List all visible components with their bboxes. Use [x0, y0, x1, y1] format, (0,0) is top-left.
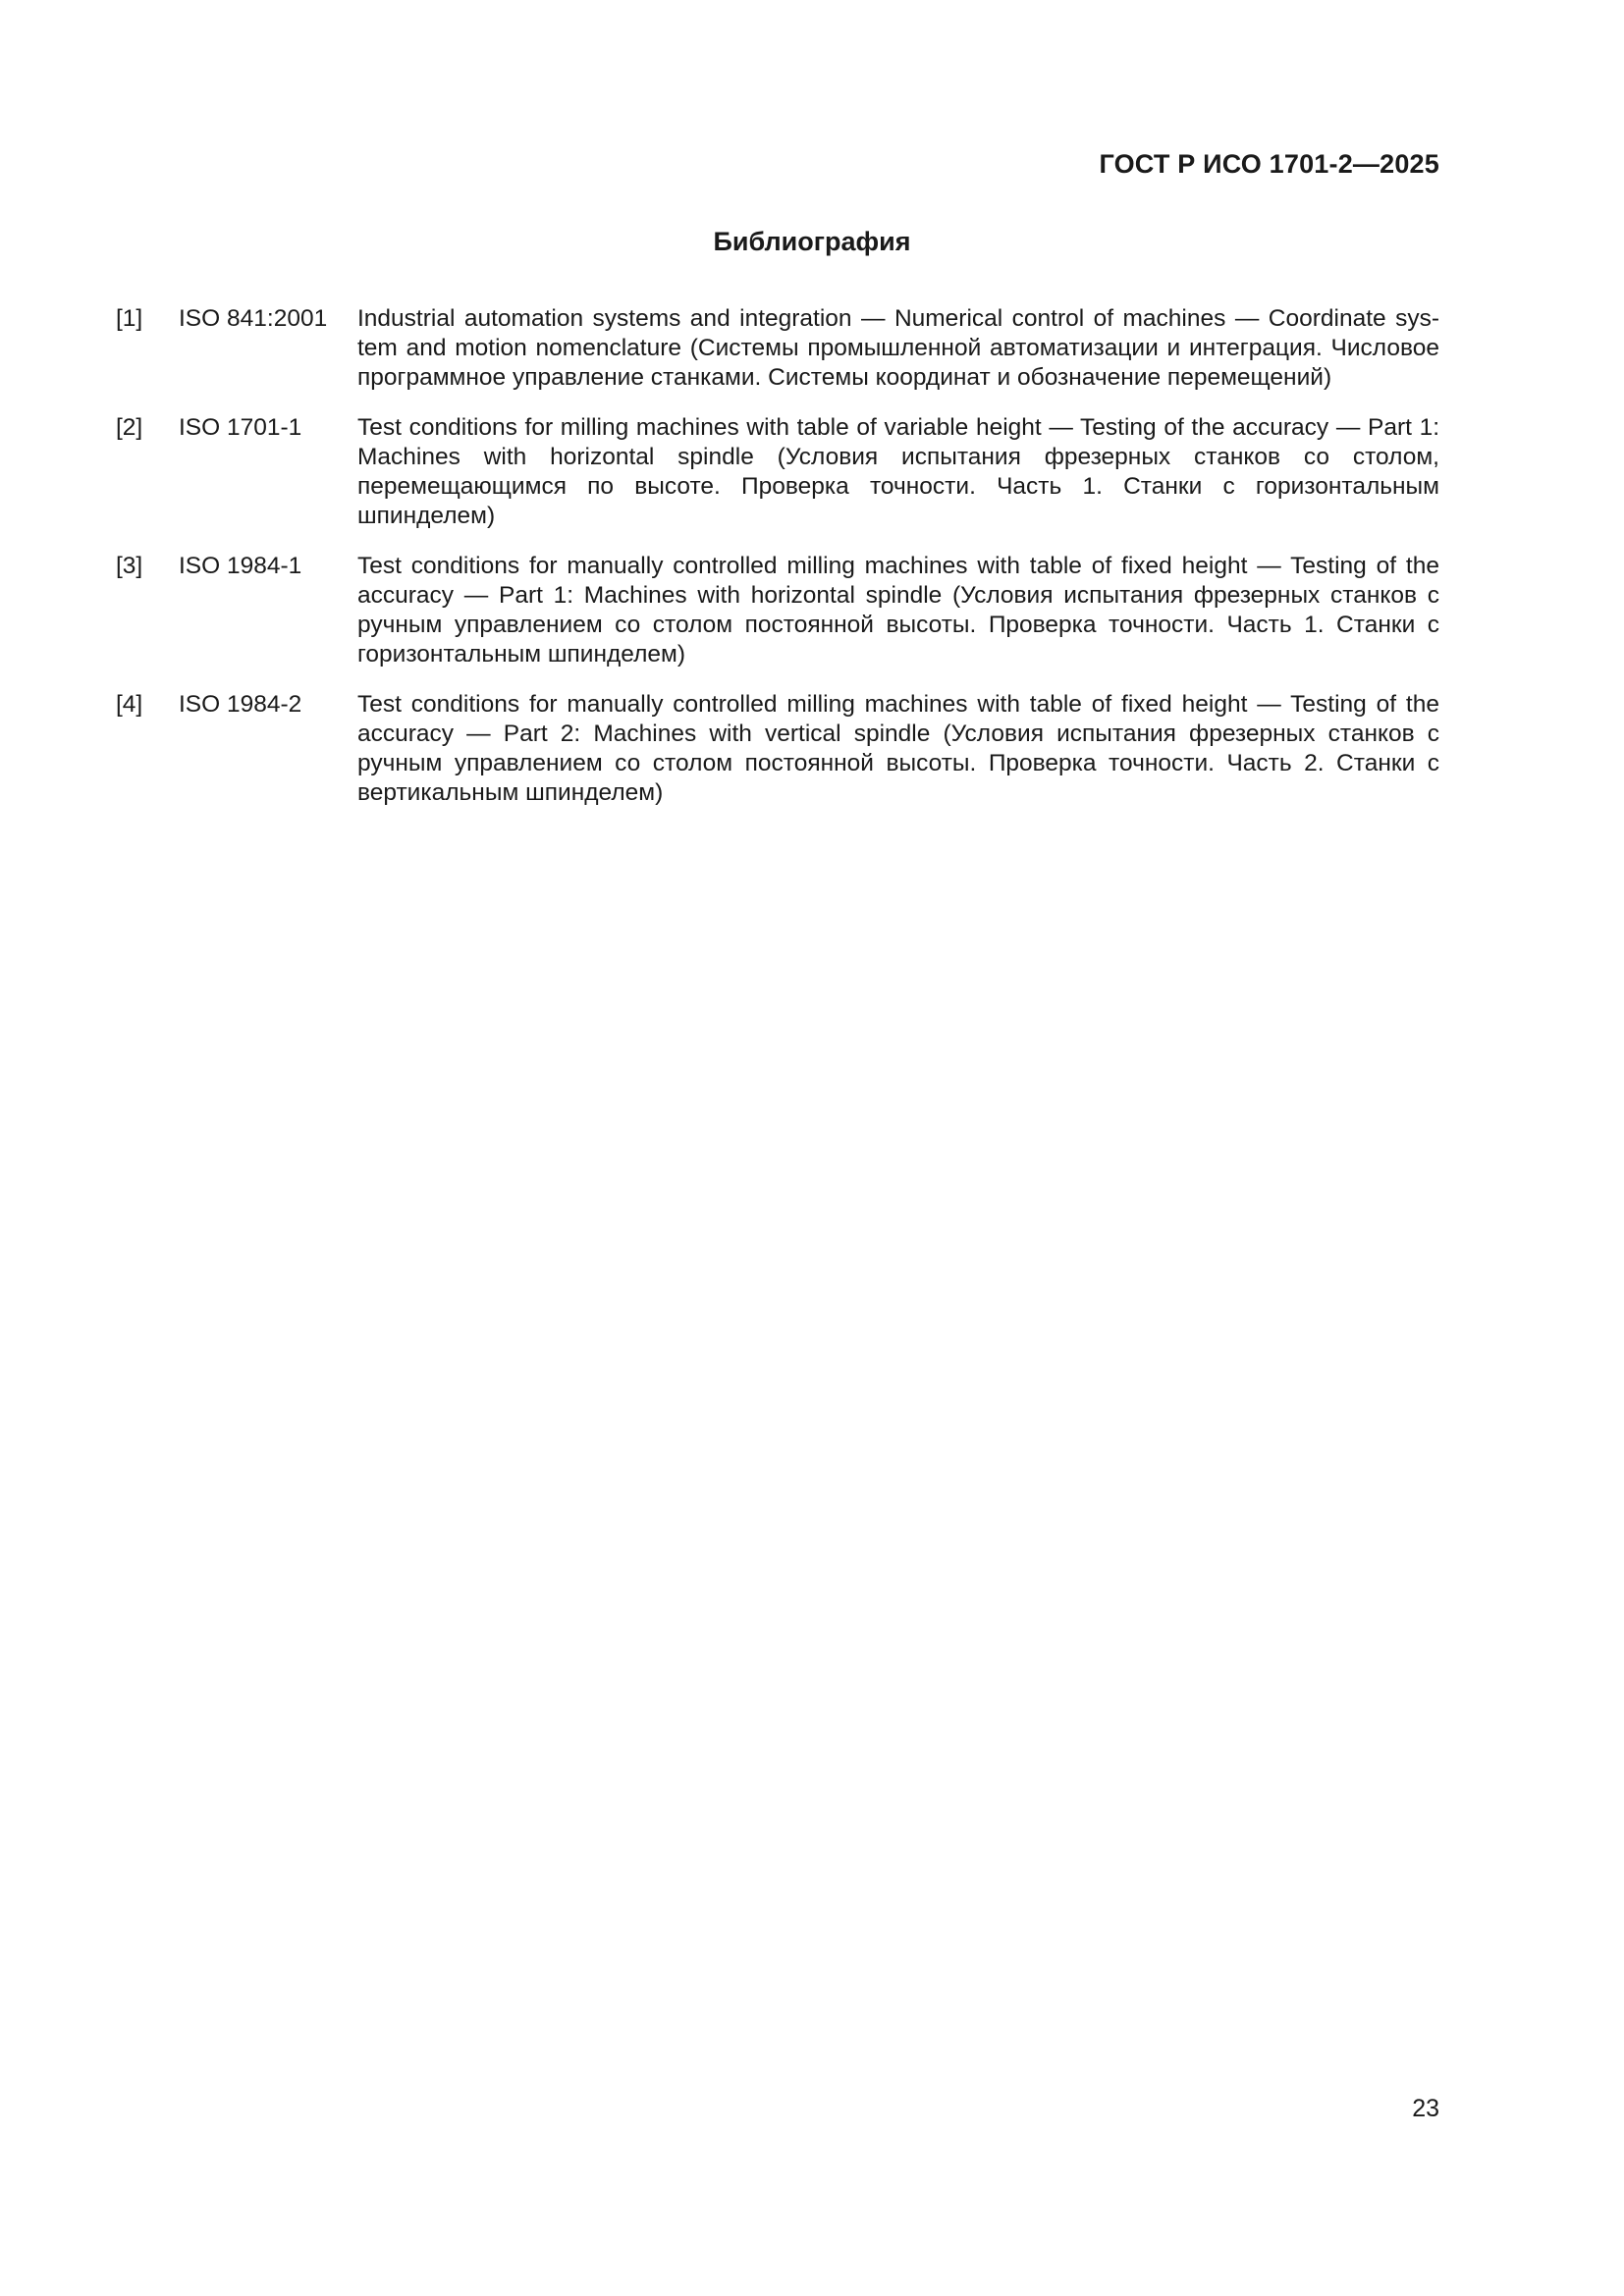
entry-reference: ISO 1701-1 — [179, 414, 302, 441]
entry-title: Test conditions for manually controlled milling machines with table of fixed height — Testing of the accuracy — Part 2: Machines with vertical spindle (Условия испытания фрезерных станков с ручным управлением со столом постоянной высоты. Проверка точности. Часть 2. Станки с вертикальным шпинделем) — [357, 691, 1439, 806]
bibliography-entry-3 — [116, 552, 1439, 669]
page-number: 23 — [1412, 2095, 1439, 2122]
bibliography-entry-2 — [116, 413, 1439, 531]
section-title: Библиография — [713, 227, 911, 256]
entry-title: Test conditions for milling machines with table of variable height — Testing of the accuracy — Part 1: Machines with horizontal spindle (Условия испытания фрезерных станков со столом, перемещающимся по высоте. Проверка точности. Часть 1. Станки с горизонтальным шпинделем) — [357, 414, 1439, 529]
entry-number: [1] — [116, 305, 143, 332]
bibliography-entry-4 — [116, 690, 1439, 808]
entry-title: Industrial automation systems and integration — Numerical control of machines — Coordinate system and motion nomenclature (Системы промышленной автоматизации и интеграция. Числовое программное управление станками. Системы координат и обозначение перемещений) — [357, 305, 1439, 391]
entry-reference: ISO 1984-2 — [179, 691, 302, 718]
bibliography-entry-1 — [116, 304, 1439, 393]
bibliography-list — [116, 304, 1439, 828]
entry-reference: ISO 1984-1 — [179, 553, 302, 579]
document-code: ГОСТ Р ИСО 1701-2—2025 — [1099, 149, 1439, 179]
entry-number: [3] — [116, 553, 143, 579]
entry-title: Test conditions for manually controlled milling machines with table of fixed height — Testing of the accuracy — Part 1: Machines with horizontal spindle (Условия испытания фрезерных станков с ручным управлением со столом постоянной высоты. Проверка точности. Часть 1. Станки с горизонтальным шпинделем) — [357, 553, 1439, 667]
entry-number: [2] — [116, 414, 143, 441]
entry-reference: ISO 841:2001 — [179, 305, 328, 332]
entry-number: [4] — [116, 691, 143, 718]
